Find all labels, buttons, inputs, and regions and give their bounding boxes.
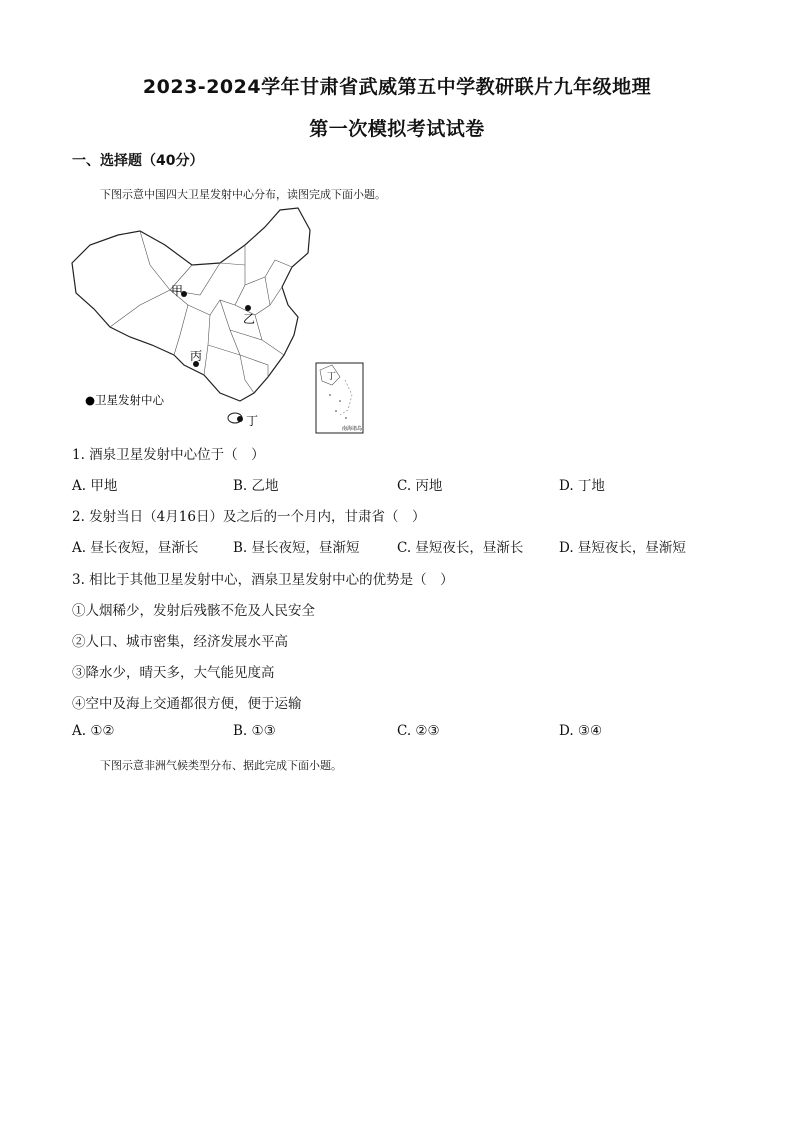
map-legend: ●卫星发射中心: [85, 393, 165, 407]
question-3-option-c[interactable]: C. ②③: [397, 723, 440, 739]
question-1-option-b[interactable]: B. 乙地: [233, 478, 279, 494]
label-yi: 乙: [243, 312, 256, 326]
label-bing: 丙: [190, 349, 203, 363]
question-3-statement-3: ③降水少，晴天多，大气能见度高: [72, 665, 275, 681]
question-2-option-b[interactable]: B. 昼长夜短，昼渐短: [233, 540, 360, 556]
question-1-option-a[interactable]: A. 甲地: [72, 478, 118, 494]
question-3-option-a[interactable]: A. ①②: [72, 723, 115, 739]
question-2-stem: 2. 发射当日（4月16日）及之后的一个月内，甘肃省（ ）: [72, 509, 426, 525]
doc-title-line2: 第一次模拟考试试卷: [309, 118, 485, 140]
label-jia: 甲: [171, 284, 184, 298]
question-1-option-d[interactable]: D. 丁地: [559, 478, 605, 494]
launch-site-ding: [237, 416, 243, 422]
question-3-statement-1: ①人烟稀少，发射后残骸不危及人民安全: [72, 603, 315, 619]
china-outline: [72, 208, 310, 401]
inset-caption: 南海诸岛: [342, 426, 363, 432]
question-2-option-a[interactable]: A. 昼长夜短，昼渐长: [72, 540, 199, 556]
question-2-option-c[interactable]: C. 昼短夜长，昼渐长: [397, 540, 524, 556]
inset-label-ding: 丁: [327, 372, 337, 382]
doc-title-line1: 2023-2024学年甘肃省武威第五中学教研联片九年级地理: [142, 76, 652, 98]
section-heading: 一、选择题（40分）: [72, 153, 204, 169]
question-3-option-b[interactable]: B. ①③: [233, 723, 276, 739]
question-3-option-d[interactable]: D. ③④: [559, 723, 603, 739]
question-3-statement-2: ②人口、城市密集，经济发展水平高: [72, 634, 288, 650]
question-2-option-d[interactable]: D. 昼短夜长，昼渐短: [559, 540, 686, 556]
question-3-stem: 3. 相比于其他卫星发射中心，酒泉卫星发射中心的优势是（ ）: [72, 572, 454, 588]
launch-site-yi: [245, 305, 251, 311]
south-china-sea-inset: [316, 363, 363, 433]
label-ding: 丁: [246, 414, 259, 428]
question-1-option-c[interactable]: C. 丙地: [397, 478, 443, 494]
question-1-stem: 1. 酒泉卫星发射中心位于（ ）: [72, 447, 265, 463]
intro-text-1: 下图示意中国四大卫星发射中心分布，读图完成下面小题。: [100, 188, 386, 201]
china-map: [70, 205, 370, 437]
intro-text-2: 下图示意非洲气候类型分布、据此完成下面小题。: [100, 759, 342, 772]
question-3-statement-4: ④空中及海上交通都很方便，便于运输: [72, 696, 302, 712]
